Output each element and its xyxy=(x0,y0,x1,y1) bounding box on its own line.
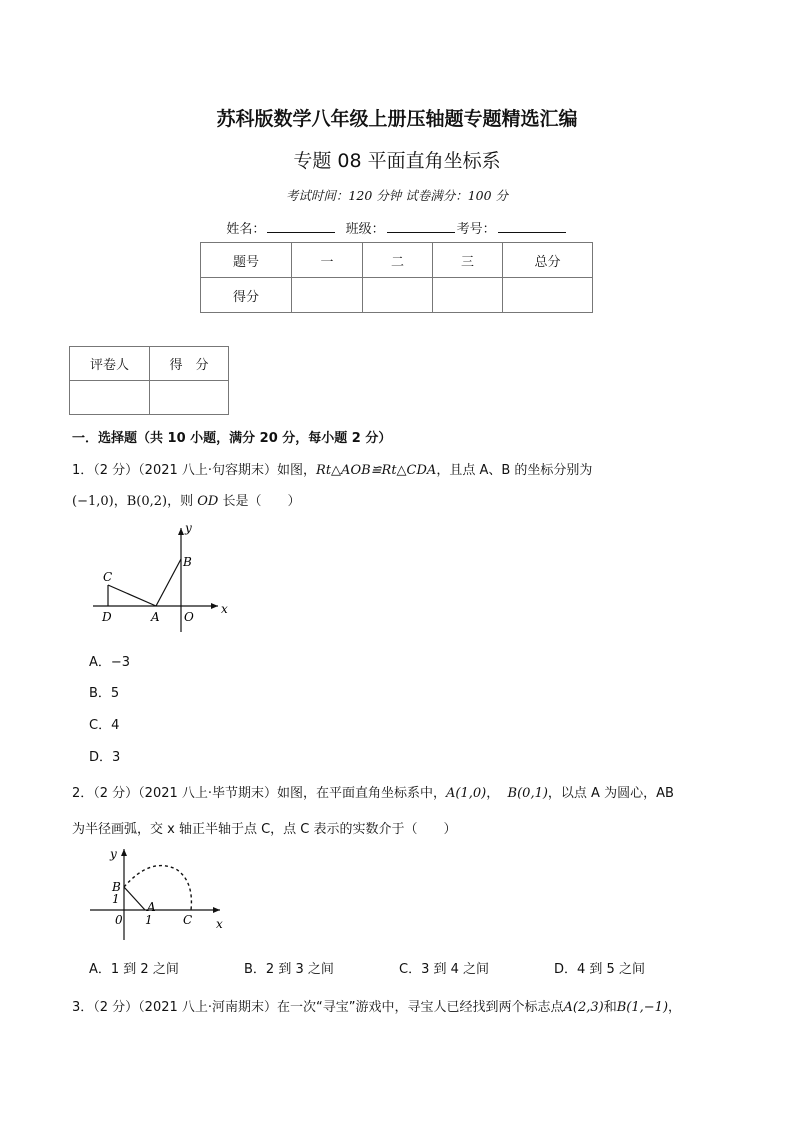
figure-label-y: y xyxy=(185,521,192,535)
grader-cell[interactable] xyxy=(150,381,229,415)
grader-table-header-row xyxy=(70,347,229,381)
question-text: ，以点 A 为圆心，AB xyxy=(547,786,674,801)
question-2-line-2: 为半径画弧，交 x 轴正半轴于点 C，点 C 表示的实数介于（ ） xyxy=(72,822,457,837)
question-1-option-d[interactable]: D．3 xyxy=(89,750,121,765)
figure-label-x: x xyxy=(216,917,223,931)
question-number: 1． xyxy=(72,463,94,478)
question-1-line-1 xyxy=(72,459,592,478)
score-cell[interactable] xyxy=(503,278,593,313)
question-1-option-b[interactable]: B．5 xyxy=(89,686,120,701)
score-header-cell: 一 xyxy=(292,243,363,278)
figure-label-a: A xyxy=(151,610,160,624)
figure-label-one-x: 1 xyxy=(145,913,153,927)
score-cell[interactable] xyxy=(363,278,433,313)
question-source: （2 分）（2021 八上·句容期末）如图， xyxy=(93,463,317,478)
score-cell[interactable] xyxy=(433,278,503,313)
question-text: 长是（ ） xyxy=(218,494,301,509)
figure-label-c: C xyxy=(183,913,193,927)
score-table-score-row xyxy=(201,278,593,313)
number-blank[interactable] xyxy=(498,219,566,233)
score-header-cell: 题号 xyxy=(201,243,292,278)
question-formula: (−1,0)，B(0,2) xyxy=(72,494,168,509)
question-1-option-c[interactable]: C．4 xyxy=(89,718,120,733)
question-1-figure xyxy=(88,520,248,635)
question-text: ，且点 A、B 的坐标分别为 xyxy=(436,463,593,478)
question-source: （2 分）（2021 八上·毕节期末）如图，在平面直角坐标系中， xyxy=(93,786,447,801)
name-label: 姓名： xyxy=(226,222,266,237)
grader-header-cell: 评卷人 xyxy=(70,347,150,381)
figure-label-a: A xyxy=(147,900,156,914)
student-info-row xyxy=(0,218,794,237)
figure-label-y: y xyxy=(110,847,117,861)
class-blank[interactable] xyxy=(387,219,455,233)
question-formula: A(2,3) xyxy=(563,1000,604,1015)
question-formula: B(0,1) xyxy=(507,786,548,801)
question-1-option-a[interactable]: A．−3 xyxy=(89,655,131,670)
figure-label-d: D xyxy=(102,610,112,624)
figure-label-one-y: 1 xyxy=(112,892,120,906)
question-1-line-2 xyxy=(72,490,300,509)
score-header-cell: 总分 xyxy=(503,243,593,278)
question-text: 和 xyxy=(603,1000,617,1015)
question-2-figure xyxy=(88,845,238,940)
figure-label-b: B xyxy=(112,880,121,894)
question-number: 2． xyxy=(72,786,94,801)
question-2-option-a[interactable]: A．1 到 2 之间 xyxy=(89,962,179,977)
question-source: （2 分）（2021 八上·河南期末）在一次“寻宝”游戏中，寻宝人已经找到两个标志点 xyxy=(93,1000,564,1015)
section-title: 一．选择题（共 10 小题，满分 20 分，每小题 2 分） xyxy=(72,431,392,446)
question-number: 3． xyxy=(72,1000,94,1015)
grader-table xyxy=(69,346,229,415)
grader-table-input-row xyxy=(70,381,229,415)
figure-label-c: C xyxy=(103,570,113,584)
score-cell[interactable] xyxy=(292,278,363,313)
figure-label-o: O xyxy=(184,610,194,624)
question-2-line-1 xyxy=(72,782,674,801)
exam-info: 考试时间：120 分钟 试卷满分：100 分 xyxy=(285,188,509,203)
class-label: 班级： xyxy=(345,222,385,237)
question-2-option-d[interactable]: D．4 到 5 之间 xyxy=(554,962,645,977)
question-formula: Rt△AOB≌Rt△CDA xyxy=(316,463,437,478)
score-table-header-row xyxy=(201,243,593,278)
question-text: ，则 xyxy=(167,494,198,509)
question-formula: A(1,0) xyxy=(446,786,487,801)
score-table xyxy=(200,242,593,313)
number-label: 考号： xyxy=(456,222,496,237)
question-formula: B(1,−1) xyxy=(616,1000,669,1015)
name-blank[interactable] xyxy=(267,219,335,233)
question-text: ， xyxy=(668,1000,682,1015)
grader-header-cell: 得 分 xyxy=(150,347,229,381)
question-text: ， xyxy=(486,786,500,801)
question-3-line-1 xyxy=(72,996,681,1015)
score-header-cell: 二 xyxy=(363,243,433,278)
document-subtitle: 专题 08 平面直角坐标系 xyxy=(293,150,501,172)
question-2-option-c[interactable]: C．3 到 4 之间 xyxy=(399,962,490,977)
figure-label-zero: 0 xyxy=(115,913,123,927)
grader-cell[interactable] xyxy=(70,381,150,415)
score-row-label: 得分 xyxy=(201,278,292,313)
figure-label-b: B xyxy=(183,555,192,569)
document-title: 苏科版数学八年级上册压轴题专题精选汇编 xyxy=(216,108,578,130)
question-2-option-b[interactable]: B．2 到 3 之间 xyxy=(244,962,334,977)
question-variable: OD xyxy=(197,494,219,509)
figure-label-x: x xyxy=(221,602,228,616)
score-header-cell: 三 xyxy=(433,243,503,278)
